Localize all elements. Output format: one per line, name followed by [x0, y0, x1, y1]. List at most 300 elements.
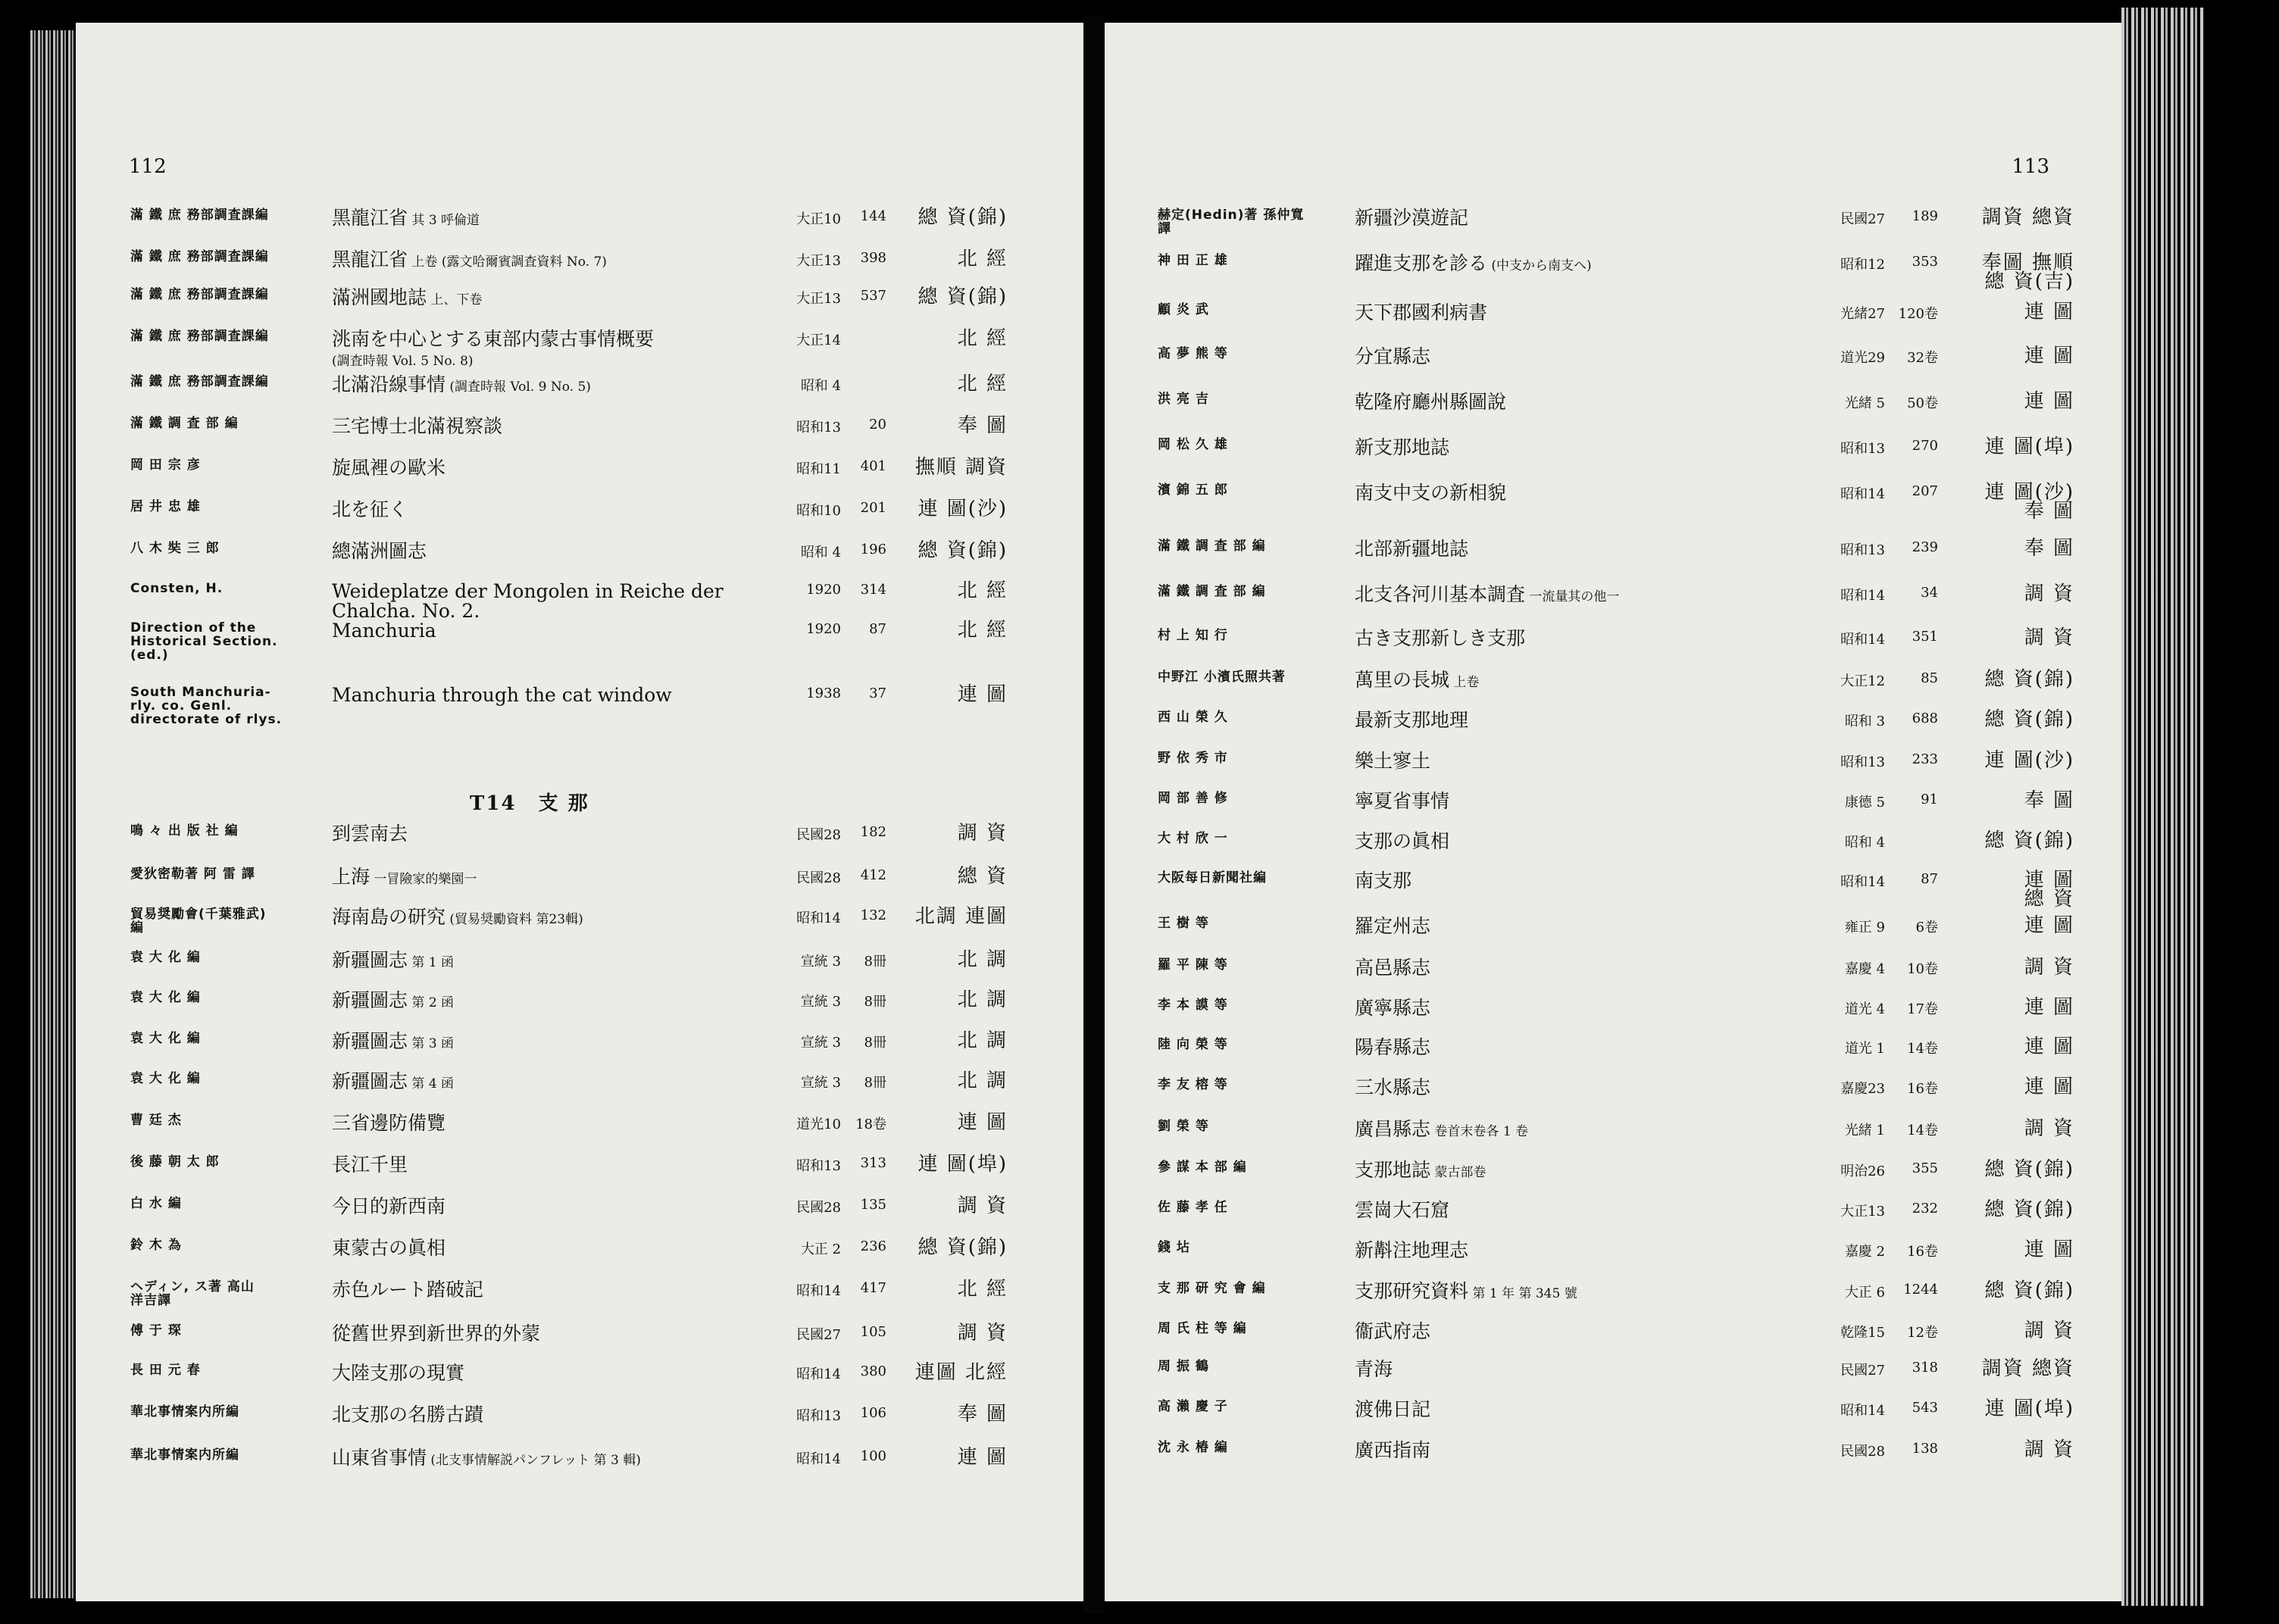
entry-author: 滿 鐵 庶 務部調査課編	[130, 329, 269, 344]
entry-title	[1355, 998, 1855, 1018]
entry-pages: 8冊	[864, 1075, 886, 1091]
entry-title-main: 新疆圖志	[332, 1070, 408, 1092]
entry-author: 羅 平 陳 等	[1158, 957, 1228, 973]
entry-year: 乾隆15	[1840, 1325, 1885, 1341]
entry-title-main: 北部新疆地誌	[1355, 538, 1469, 560]
entry-title	[332, 542, 839, 561]
entry-title-main: 洮南を中心とする東部内蒙古事情概要	[332, 328, 655, 350]
entry-year: 昭和13	[1840, 754, 1885, 770]
entry-year: 宣統 3	[800, 954, 841, 970]
entry-author: 劉 榮 等	[1158, 1119, 1209, 1134]
entry-title-main: 總滿洲圖志	[332, 540, 427, 562]
entry-title-note: (貿易奨勵資料 第23輯)	[445, 912, 583, 927]
entry-title	[332, 1363, 839, 1383]
entry-location: 連 圖	[957, 1446, 1008, 1469]
entry-author: 王 樹 等	[1158, 916, 1209, 931]
entry-location: 總 資(錦)	[1984, 1198, 2074, 1221]
entry-year: 大正13	[796, 291, 841, 307]
entry-author: 華北事情案内所編	[130, 1448, 239, 1463]
entry-pages: 380	[860, 1363, 886, 1379]
entry-year: 大正14	[796, 333, 841, 348]
entry-year: 昭和13	[796, 1408, 841, 1424]
entry-author: 村 上 知 行	[1158, 628, 1228, 643]
entry-location: 連 圖(埠)	[1984, 436, 2074, 458]
entry-pages: 207	[1912, 483, 1938, 499]
entry-location: 北 調	[957, 1029, 1008, 1052]
entry-author: 李 本 謨 等	[1158, 998, 1228, 1013]
entry-location: 調 資	[957, 822, 1008, 845]
entry-location: 北 經	[957, 1278, 1008, 1301]
entry-title-note: (中支から南支へ)	[1487, 258, 1592, 273]
entry-location: 總 資(錦)	[1984, 708, 2074, 731]
entry-title	[1355, 1322, 1855, 1341]
entry-pages: 105	[860, 1324, 886, 1340]
entry-year: 民國28	[1840, 1444, 1885, 1460]
entry-location: 總 資(錦)	[918, 1236, 1008, 1259]
entry-location: 連 圖	[957, 683, 1008, 706]
entry-year: 大正12	[1840, 673, 1885, 689]
entry-year: 1920	[806, 582, 841, 598]
entry-pages: 132	[860, 907, 886, 923]
entry-location: 連 圖	[2024, 345, 2074, 367]
book-gutter	[1083, 15, 1105, 1613]
entry-title-note: 第 4 函	[408, 1076, 455, 1092]
entry-author: 後 藤 朝 太 郎	[130, 1154, 220, 1170]
entry-author: 周 振 鶴	[1158, 1359, 1209, 1374]
entry-title	[332, 288, 839, 310]
entry-pages: 236	[860, 1238, 886, 1254]
entry-title-main: 黑龍江省	[332, 248, 408, 270]
entry-title-main: 新疆圖志	[332, 949, 408, 971]
entry-author: 岡 部 善 修	[1158, 791, 1228, 806]
entry-title-note: 第 1 函	[408, 955, 455, 970]
entry-author: 華北事情案内所編	[130, 1404, 239, 1419]
entry-title	[1355, 1441, 1855, 1460]
entry-title	[332, 1238, 839, 1258]
entry-title	[1355, 1038, 1855, 1057]
entry-title-main: 最新支那地理	[1355, 709, 1469, 731]
entry-pages: 401	[860, 458, 886, 474]
entry-title-main: 北を征く	[332, 498, 408, 520]
entry-year: 大正13	[1840, 1204, 1885, 1220]
entry-title-note: 一流量其の他一	[1525, 589, 1620, 604]
entry-author: 傅 于 琛	[130, 1323, 182, 1338]
entry-location: 調資 總資	[1981, 1357, 2074, 1380]
entry-year: 道光 1	[1844, 1041, 1885, 1057]
entry-year: 民國27	[1840, 1363, 1885, 1379]
entry-title-main: 渡佛日記	[1355, 1398, 1431, 1420]
entry-location: 調 資	[957, 1322, 1008, 1344]
entry-title	[1355, 392, 1855, 412]
entry-year: 大正10	[796, 211, 841, 227]
entry-year: 道光10	[796, 1116, 841, 1132]
entry-author: 滿 鐵 庶 務部調査課編	[130, 249, 269, 264]
entry-pages: 232	[1912, 1201, 1938, 1216]
entry-author: 神 田 正 雄	[1158, 253, 1228, 268]
entry-title-main: 東蒙古の眞相	[332, 1237, 446, 1259]
entry-title	[1355, 585, 1855, 607]
entry-title	[1355, 710, 1855, 730]
entry-title-main: 今日的新西南	[332, 1195, 446, 1217]
entry-year: 昭和13	[1840, 441, 1885, 457]
entry-pages: 14卷	[1907, 1123, 1938, 1138]
entry-title-note: 一冒險家的樂園一	[370, 872, 477, 887]
entry-location: 調 資	[957, 1195, 1008, 1217]
entry-location: 撫順 調資	[914, 456, 1008, 479]
entry-location: 調資 總資	[1981, 206, 2074, 229]
entry-title-main: 南支中支の新相貌	[1355, 482, 1507, 504]
section-code: T14	[470, 792, 517, 815]
entry-title-main: 陽春縣志	[1355, 1036, 1431, 1058]
entry-location: 連 圖 總 資	[2024, 869, 2074, 910]
entry-title-main: Manchuria through the cat window	[332, 684, 672, 706]
entry-pages: 8冊	[864, 994, 886, 1010]
entry-pages: 417	[860, 1280, 886, 1296]
entry-title-main: 廣寧縣志	[1355, 997, 1431, 1019]
entry-pages: 16卷	[1907, 1244, 1938, 1260]
entry-title	[332, 375, 839, 397]
entry-title-main: 從舊世界到新世界的外蒙	[332, 1323, 541, 1344]
entry-title	[1355, 208, 1855, 228]
entry-author: 錢 坫	[1158, 1240, 1190, 1255]
entry-year: 宣統 3	[800, 1035, 841, 1051]
entry-location: 調 資	[2024, 1438, 2074, 1461]
entry-year: 昭和14	[1840, 632, 1885, 648]
entry-title	[332, 417, 839, 436]
entry-pages: 87	[1921, 871, 1938, 887]
entry-author: 滿 鐵 庶 務部調査課編	[130, 374, 269, 389]
entry-title-main: 長江千里	[332, 1154, 408, 1176]
entry-pages: 17卷	[1907, 1001, 1938, 1017]
entry-location: 連 圖(沙)	[1984, 749, 2074, 772]
entry-year: 康德 5	[1844, 795, 1885, 810]
entry-title	[1355, 871, 1855, 891]
entry-title	[1355, 1282, 1855, 1304]
entry-pages: 351	[1912, 629, 1938, 645]
entry-author: 貿易奨勵會(千葉雅武) 編	[130, 907, 267, 935]
entry-author: Direction of the Historical Section. (ed.)	[130, 620, 278, 663]
entry-title-main: 衞武府志	[1355, 1320, 1431, 1342]
entry-year: 1938	[806, 686, 841, 701]
entry-pages: 18卷	[855, 1116, 886, 1132]
entry-title-main: 樂土寥土	[1355, 750, 1431, 772]
entry-title	[1355, 751, 1855, 771]
entry-location: 連 圖	[2024, 1238, 2074, 1261]
entry-year: 昭和14	[1840, 1403, 1885, 1419]
entry-year: 昭和13	[796, 420, 841, 436]
entry-author: ヘディン, ス著 高山 洋吉譯	[130, 1279, 255, 1308]
entry-year: 大正 2	[800, 1241, 841, 1257]
entry-location: 奉 圖	[2024, 537, 2074, 560]
entry-pages: 8冊	[864, 1035, 886, 1051]
entry-year: 光緒 5	[1844, 395, 1885, 411]
entry-year: 宣統 3	[800, 994, 841, 1010]
book-edge-right	[2121, 8, 2205, 1606]
entry-title	[1355, 792, 1855, 811]
entry-pages: 201	[860, 500, 886, 516]
entry-location: 調 資	[2024, 582, 2074, 605]
entry-author: 參 謀 本 部 編	[1158, 1160, 1247, 1175]
entry-author: 濱 錦 五 郎	[1158, 483, 1228, 498]
entry-location: 奉 圖	[2024, 789, 2074, 812]
page-number: 112	[129, 155, 167, 178]
entry-title	[332, 1324, 839, 1344]
entry-year: 大正 6	[1844, 1285, 1885, 1301]
entry-title	[1355, 347, 1855, 367]
entry-title-note: (調査時報 Vol. 5 No. 8)	[332, 354, 474, 369]
entry-title	[332, 208, 839, 230]
entry-author: 滿 鐵 庶 務部調査課編	[130, 287, 269, 302]
entry-title	[1355, 1201, 1855, 1220]
entry-author: 赫定(Hedin)著 孫仲寬 譯	[1158, 208, 1305, 236]
book-edge-left	[30, 30, 76, 1598]
entry-year: 民國28	[796, 870, 841, 886]
section-heading	[470, 788, 603, 816]
entry-pages: 239	[1912, 539, 1938, 555]
entry-author: 岡 松 久 雄	[1158, 437, 1228, 452]
entry-year: 嘉慶 4	[1844, 961, 1885, 977]
section-label: 支 那	[538, 792, 589, 815]
entry-pages: 100	[860, 1448, 886, 1464]
entry-author: 滿 鐵 調 査 部 編	[1158, 539, 1266, 554]
entry-location: 北 經	[957, 579, 1008, 602]
entry-pages: 50卷	[1907, 395, 1938, 411]
entry-author: 滿 鐵 庶 務部調査課編	[130, 208, 269, 223]
entry-title-main: 上海	[332, 866, 370, 888]
entry-pages: 32卷	[1907, 350, 1938, 366]
entry-location: 連圖 北經	[914, 1361, 1008, 1384]
entry-location: 連 圖	[957, 1111, 1008, 1134]
entry-year: 昭和10	[796, 503, 841, 519]
entry-year: 道光29	[1840, 350, 1885, 366]
entry-title-main: 赤色ルート踏破記	[332, 1279, 484, 1301]
entry-title-main: 大陸支那の現實	[332, 1362, 465, 1384]
entry-year: 民國28	[796, 1200, 841, 1216]
entry-pages: 314	[860, 582, 886, 598]
entry-title-note: 第 2 函	[408, 995, 455, 1010]
entry-location: 總 資(錦)	[918, 206, 1008, 229]
entry-year: 嘉慶23	[1840, 1081, 1885, 1097]
entry-title	[1355, 1160, 1855, 1182]
entry-title-main: 北支那の名勝古蹟	[332, 1404, 484, 1426]
entry-title-main: 青海	[1355, 1358, 1393, 1380]
entry-title-note: 第 1 年 第 345 號	[1468, 1286, 1577, 1301]
entry-title	[332, 582, 839, 621]
entry-title-main: 三水縣志	[1355, 1076, 1431, 1098]
entry-pages: 233	[1912, 751, 1938, 767]
entry-year: 昭和14	[796, 1366, 841, 1382]
entry-author: 大 村 欣 一	[1158, 831, 1228, 846]
entry-author: 高 瀨 慶 子	[1158, 1399, 1228, 1414]
entry-year: 光緒27	[1840, 306, 1885, 322]
entry-title-main: 支那研究資料	[1355, 1280, 1469, 1302]
entry-author: 鳴 々 出 版 社 編	[130, 823, 239, 839]
entry-title	[332, 621, 839, 641]
entry-location: 調 資	[2024, 626, 2074, 649]
entry-pages: 537	[860, 288, 886, 304]
entry-location: 連 圖	[2024, 914, 2074, 937]
entry-author: 袁 大 化 編	[130, 990, 201, 1005]
entry-location: 調 資	[2024, 1117, 2074, 1140]
entry-location: 總 資(錦)	[1984, 668, 2074, 691]
entry-title-main: 到雲南去	[332, 823, 408, 845]
entry-author: 中野江 小濱氏照共著	[1158, 670, 1286, 685]
entry-title-main: 新支那地誌	[1355, 436, 1450, 458]
entry-title-main: 新疆沙漠遊記	[1355, 207, 1469, 229]
entry-location: 連 圖	[2024, 1076, 2074, 1098]
entry-title	[332, 1405, 839, 1425]
entry-pages: 10卷	[1907, 961, 1938, 977]
entry-title-main: 滿洲國地誌	[332, 286, 427, 308]
entry-author: 袁 大 化 編	[130, 1031, 201, 1046]
entry-title	[1355, 629, 1855, 648]
entry-title	[1355, 303, 1855, 323]
entry-title-main: 海南島の研究	[332, 906, 446, 928]
entry-author: 鈴 木 為	[130, 1238, 182, 1253]
entry-location: 總 資(錦)	[1984, 1279, 2074, 1302]
entry-author: 野 依 秀 市	[1158, 751, 1228, 766]
entry-location: 連 圖(沙) 奉 圖	[1984, 481, 2074, 523]
entry-location: 北 調	[957, 988, 1008, 1011]
entry-title-note: 其 3 呼倫道	[408, 213, 480, 228]
entry-author: 大阪每日新聞社編	[1158, 870, 1267, 885]
entry-author: 滿 鐵 調 査 部 編	[130, 416, 239, 431]
entry-title	[332, 1072, 839, 1094]
entry-year: 民國27	[1840, 211, 1885, 227]
entry-title	[1355, 483, 1855, 503]
entry-pages: 543	[1912, 1400, 1938, 1416]
entry-title-main: 萬里の長城	[1355, 669, 1450, 691]
entry-year: 昭和14	[1840, 874, 1885, 890]
entry-author: 佐 藤 孝 任	[1158, 1200, 1228, 1215]
entry-year: 明治26	[1840, 1163, 1885, 1179]
entry-title	[332, 1032, 839, 1054]
entry-title-main: 黑龍江省	[332, 207, 408, 229]
entry-title	[332, 991, 839, 1013]
entry-pages: 120卷	[1898, 306, 1938, 322]
entry-title	[1355, 1120, 1855, 1141]
entry-location: 連 圖	[2024, 1035, 2074, 1058]
entry-title-main: 北支各河川基本調査	[1355, 583, 1526, 605]
entry-pages: 20	[869, 417, 886, 433]
entry-author: 八 木 奘 三 郎	[130, 541, 220, 556]
entry-pages: 37	[869, 686, 886, 701]
entry-title	[332, 951, 839, 973]
entry-author: South Manchuria- rly. co. Genl. directorate of rlys.	[130, 685, 283, 727]
entry-pages: 14卷	[1907, 1041, 1938, 1057]
entry-title-main: Weideplatze der Mongolen in Reiche der Chalcha. No. 2.	[332, 580, 724, 622]
entry-author: 高 夢 熊 等	[1158, 346, 1228, 361]
entry-title-main: 新疆圖志	[332, 1030, 408, 1052]
page-number: 113	[2012, 155, 2049, 178]
entry-title-note: 卷首末卷各 1 卷	[1430, 1124, 1529, 1139]
entry-pages: 412	[860, 867, 886, 883]
entry-location: 總 資(錦)	[1984, 829, 2074, 852]
entry-author: 支 那 研 究 會 編	[1158, 1281, 1266, 1296]
entry-title	[332, 1197, 839, 1216]
entry-title	[332, 458, 839, 478]
entry-pages: 16卷	[1907, 1081, 1938, 1097]
entry-year: 民國27	[796, 1327, 841, 1343]
entry-title-note: (調査時報 Vol. 9 No. 5)	[445, 379, 591, 395]
entry-title	[1355, 832, 1855, 851]
entry-title-main: 寧夏省事情	[1355, 790, 1450, 812]
entry-author: 居 井 忠 雄	[130, 499, 201, 514]
entry-location: 北 經	[957, 619, 1008, 642]
right-page	[1105, 23, 2121, 1601]
entry-author: 岡 田 宗 彦	[130, 458, 201, 473]
entry-year: 雍正 9	[1844, 920, 1885, 935]
entry-location: 總 資(錦)	[918, 286, 1008, 308]
entry-title-main: 北滿沿線事情	[332, 373, 446, 395]
entry-title-main: 新疆圖志	[332, 989, 408, 1011]
entry-author: 洪 亮 吉	[1158, 392, 1209, 407]
entry-title	[332, 1448, 839, 1470]
entry-year: 昭和14	[796, 1283, 841, 1299]
entry-location: 北 經	[957, 327, 1008, 350]
entry-title-main: 分宜縣志	[1355, 345, 1431, 367]
entry-year: 1920	[806, 621, 841, 637]
entry-location: 連 圖	[2024, 996, 2074, 1019]
entry-title	[1355, 1078, 1855, 1098]
entry-title-main: 古き支那新しき支那	[1355, 627, 1526, 649]
entry-pages: 318	[1912, 1360, 1938, 1376]
entry-location: 奉 圖	[957, 1403, 1008, 1426]
entry-year: 昭和11	[796, 461, 841, 477]
entry-title	[332, 907, 839, 929]
entry-title	[1355, 958, 1855, 978]
entry-author: 白 水 編	[130, 1196, 182, 1211]
entry-pages: 91	[1921, 792, 1938, 807]
entry-title-note: 上卷	[1449, 675, 1480, 690]
entry-title-main: 支那地誌	[1355, 1159, 1431, 1181]
entry-year: 昭和14	[796, 910, 841, 926]
entry-pages: 6卷	[1915, 920, 1938, 935]
entry-title	[332, 329, 839, 371]
entry-year: 光緒 1	[1844, 1123, 1885, 1138]
entry-pages: 355	[1912, 1160, 1938, 1176]
entry-pages: 313	[860, 1155, 886, 1171]
entry-pages: 398	[860, 250, 886, 266]
entry-author: 周 氏 柱 等 編	[1158, 1321, 1247, 1336]
entry-location: 連 圖(埠)	[918, 1153, 1008, 1176]
entry-year: 昭和14	[1840, 486, 1885, 502]
entry-year: 昭和12	[1840, 257, 1885, 273]
entry-location: 調 資	[2024, 956, 2074, 979]
entry-title-main: 旋風裡の歐米	[332, 457, 446, 479]
entry-location: 北 調	[957, 1070, 1008, 1092]
entry-title-note: 蒙古部卷	[1430, 1165, 1487, 1180]
entry-location: 奉 圖	[957, 414, 1008, 437]
entry-author: 愛狄密勒著 阿 雷 譯	[130, 867, 255, 882]
entry-author: 陸 向 榮 等	[1158, 1037, 1228, 1052]
entry-year: 昭和 4	[800, 545, 841, 561]
entry-title	[1355, 1400, 1855, 1419]
entry-location: 連 圖	[2024, 390, 2074, 413]
entry-title	[1355, 917, 1855, 936]
entry-year: 嘉慶 2	[1844, 1244, 1885, 1260]
entry-location: 北調 連圖	[914, 905, 1008, 928]
entry-location: 連 圖(埠)	[1984, 1398, 2074, 1420]
entry-author: 顧 炎 武	[1158, 302, 1209, 317]
entry-year: 昭和13	[1840, 542, 1885, 558]
entry-location: 北 調	[957, 948, 1008, 971]
entry-location: 調 資	[2024, 1320, 2074, 1342]
entry-title-main: 高邑縣志	[1355, 957, 1431, 979]
entry-pages: 688	[1912, 710, 1938, 726]
entry-author: 袁 大 化 編	[130, 950, 201, 965]
entry-title	[332, 867, 839, 889]
